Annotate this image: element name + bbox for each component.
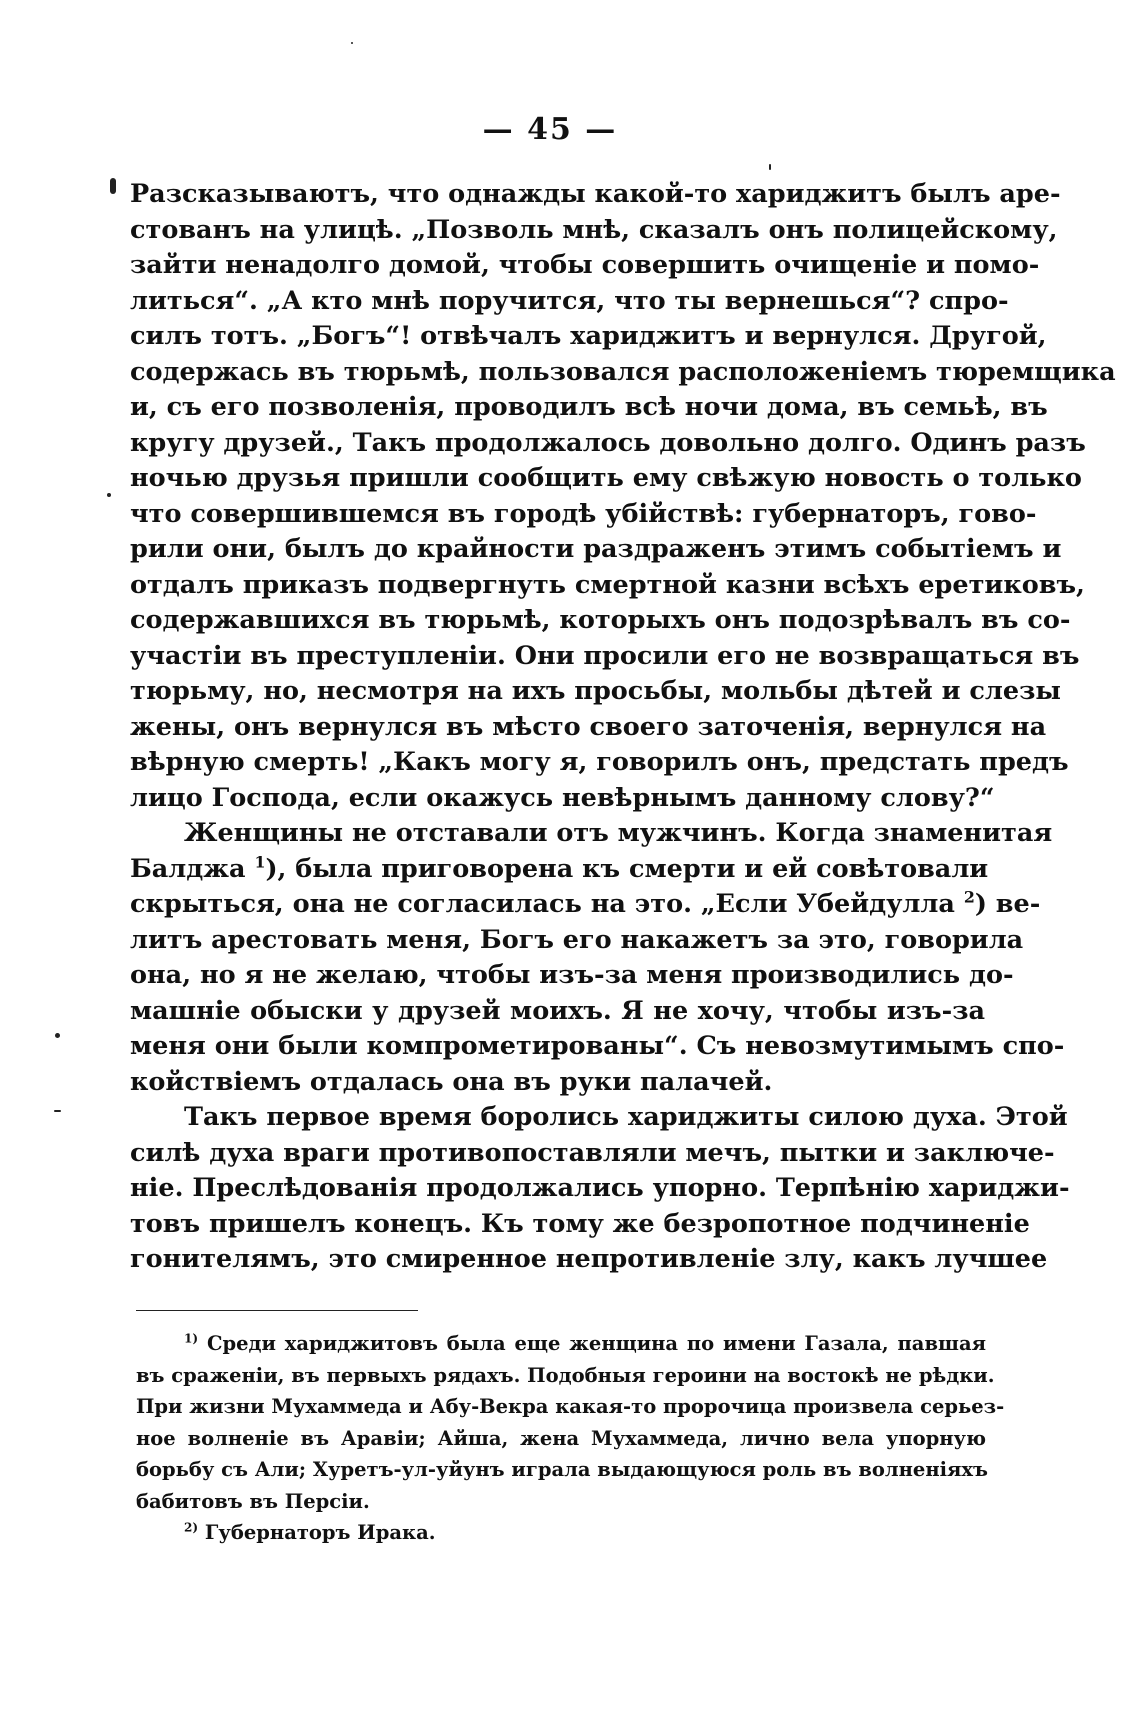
text-line: отдалъ приказъ подвергнуть смертной казни всѣхъ еретиковъ,	[130, 569, 1085, 600]
text-line: меня они были компрометированы“. Съ невозмутимымъ спо-	[130, 1031, 1065, 1061]
text-line: и, съ его позволенія, проводилъ всѣ ночи дома, въ семьѣ, въ	[130, 392, 1048, 422]
text-line: Разсказываютъ, что однажды какой-то хариджитъ былъ аре-	[130, 179, 1061, 209]
scan-speck	[351, 42, 353, 44]
text-line: Такъ первое время боролись хариджиты силою духа. Этой	[184, 1102, 1068, 1132]
footnote-text: Среди хариджитовъ была еще женщина по имени Газала, павшая	[206, 1332, 986, 1355]
text-line: литъ арестовать меня, Богъ его накажетъ за это, говорила	[130, 924, 1024, 955]
footnote-text: Губернаторъ Ирака.	[204, 1521, 436, 1544]
text-line: лицо Господа, если окажусь невѣрнымъ данному слову?“	[130, 782, 995, 813]
scan-speck	[107, 493, 111, 497]
text-line: что совершившемся въ городѣ убійствѣ: губернаторъ, гово-	[130, 498, 1037, 529]
footnotes	[136, 1328, 1005, 1549]
text-line: гонителямъ, это смиренное непротивленіе злу, какъ лучшее	[130, 1244, 1048, 1274]
text-line: машніе обыски у друзей моихъ. Я не хочу, чтобы изъ-за	[130, 995, 985, 1026]
text-line: рили они, былъ до крайности раздраженъ этимъ событіемъ и	[130, 534, 1062, 564]
footnote-line: При жизни Мухаммеда и Абу-Векра какая-то пророчица произвела серьез-	[136, 1395, 1005, 1418]
text-line-with-note	[130, 852, 989, 888]
footnote-mark: 1)	[184, 1331, 199, 1346]
footnote-mark: 2)	[184, 1520, 199, 1535]
scan-speck	[54, 1110, 61, 1112]
text-line: вѣрную смерть! „Какъ могу я, говорилъ онъ, предстать предъ	[130, 747, 1069, 777]
text-line: койствіемъ отдалась она въ руки палачей.	[130, 1066, 773, 1097]
footnote-line	[136, 1328, 986, 1360]
footnote-ref: 1	[254, 852, 266, 871]
text-line: содержась въ тюрьмѣ, пользовался расположеніемъ тюремщика	[130, 356, 1116, 387]
text-line: стованъ на улицѣ. „Позволь мнѣ, сказалъ онъ полицейскому,	[130, 214, 1058, 245]
scan-speck	[769, 164, 771, 170]
text-line: силъ тотъ. „Богъ“! отвѣчалъ хариджитъ и вернулся. Другой,	[130, 321, 1047, 351]
text-line: ночью друзья пришли сообщить ему свѣжую новость о только	[130, 463, 1082, 493]
text-line: товъ пришелъ конецъ. Къ тому же безропотное подчиненіе	[130, 1208, 1030, 1239]
text-line: жены, онъ вернулся въ мѣсто своего заточенія, вернулся на	[130, 711, 1047, 742]
scan-speck	[55, 1033, 60, 1038]
footnote-line: ное волненіе въ Аравіи; Айша, жена Мухаммеда, лично вела упорную	[136, 1426, 986, 1450]
text-fragment: ) ве-	[974, 889, 1041, 919]
text-line: литься“. „А кто мнѣ поручится, что ты вернешься“? спро-	[130, 285, 1009, 316]
footnote-line: бабитовъ въ Персіи.	[136, 1489, 370, 1513]
text-fragment: скрыться, она не согласилась на это. „Если Убейдулла	[130, 889, 955, 919]
footnote-line	[136, 1517, 986, 1549]
text-line: ніе. Преслѣдованія продолжались упорно. Терпѣнію хариджи-	[130, 1173, 1070, 1203]
text-fragment: ), была приговорена къ смерти и ей совѣтовали	[265, 853, 989, 884]
text-fragment: Балджа	[130, 853, 246, 884]
text-line: Женщины не отставали отъ мужчинъ. Когда знаменитая	[184, 818, 1053, 848]
page-number: — 45 —	[482, 112, 618, 147]
text-line: тюрьму, но, несмотря на ихъ просьбы, мольбы дѣтей и слезы	[130, 676, 1061, 706]
footnote-divider	[136, 1310, 418, 1311]
text-line: содержавшихся въ тюрьмѣ, которыхъ онъ подозрѣвалъ въ со-	[130, 605, 1071, 635]
text-line: кругу друзей., Такъ продолжалось довольно долго. Одинъ разъ	[130, 427, 1086, 458]
footnote-ref: 2	[963, 887, 975, 907]
text-line: участіи въ преступленіи. Они просили его не возвращаться въ	[130, 640, 1080, 671]
scan-speck	[110, 178, 116, 194]
text-line: она, но я не желаю, чтобы изъ-за меня производились до-	[130, 960, 1014, 990]
text-line: зайти ненадолго домой, чтобы совершить очищеніе и помо-	[130, 250, 1040, 280]
footnote-line: въ сраженіи, въ первыхъ рядахъ. Подобныя героини на востокѣ не рѣдки.	[136, 1363, 995, 1387]
footnote-line: борьбу съ Али; Хуретъ-ул-уйунъ играла выдающуюся роль въ волненіяхъ	[136, 1458, 989, 1481]
text-line-with-note	[130, 887, 1041, 923]
text-line: силѣ духа враги противопоставляли мечъ, пытки и заключе-	[130, 1137, 1055, 1168]
main-text	[130, 177, 1116, 1278]
